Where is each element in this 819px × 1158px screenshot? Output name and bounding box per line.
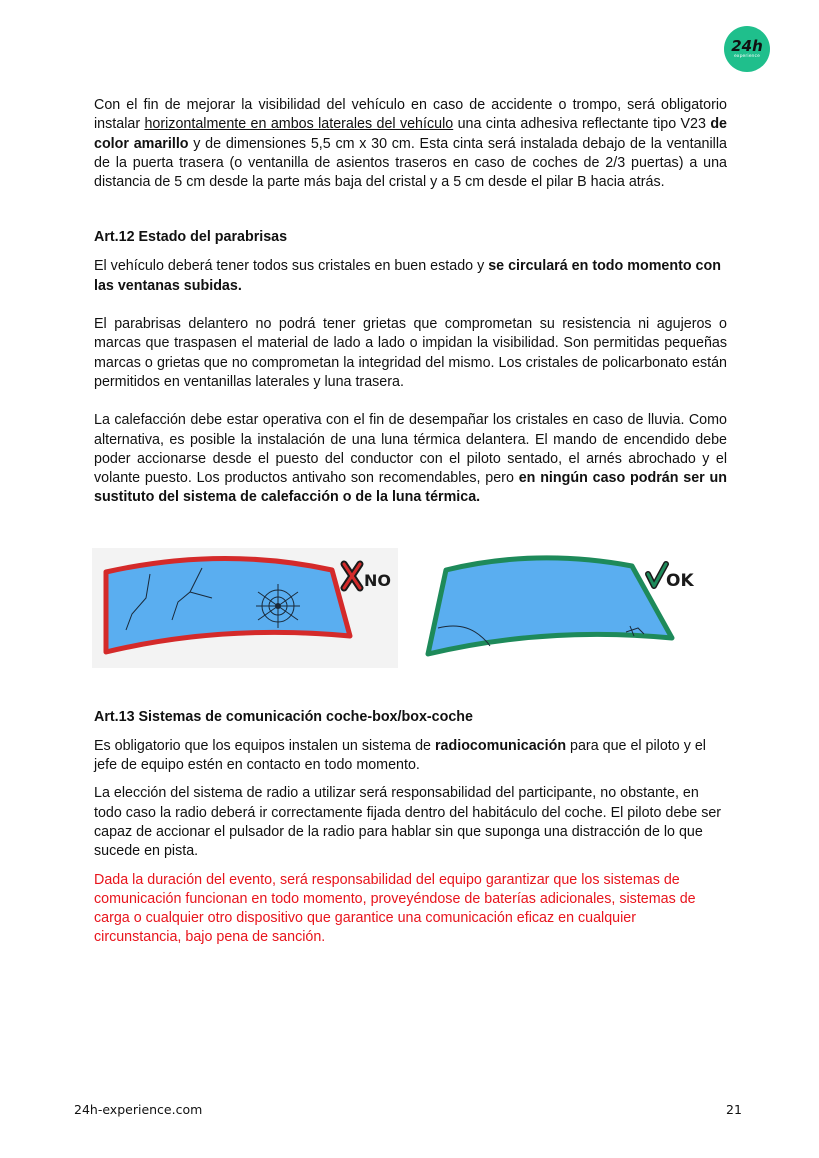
page-content (94, 96, 727, 948)
art13-paragraph-3: Dada la duración del evento, será responsabilidad del equipo garantizar que los sistemas de comunicación funcionan en todo momento, proveyéndose de baterías adicionales, sistemas de carga o cualquier otro dispositivo que garantice una comunicación eficaz en cualquier circunstancia, bajo pena de sanción. (94, 871, 696, 946)
art12-heading: Art.12 Estado del parabrisas (94, 229, 288, 246)
page-number: 21 (726, 1102, 742, 1117)
text-span: para que el piloto y el jefe de equipo estén en contacto en todo momento. (94, 737, 706, 774)
bold-text: de color amarillo (94, 116, 728, 152)
reflective-tape-paragraph (94, 96, 727, 192)
art13-paragraph-1 (94, 737, 727, 776)
art13-paragraph-2: La elección del sistema de radio a utilizar será responsabilidad del participante, no obstante, en todo caso la radio deberá ir correctamente fijada dentro del habitáculo del coche. El piloto debe ser capaz de accionar el pulsador de la radio para hablar sin que suponga una distracción de lo que sucede en pista. (94, 785, 722, 860)
art12-paragraph-1 (94, 257, 727, 296)
art12-paragraph-2: El parabrisas delantero no podrá tener grietas que comprometan su resistencia ni agujeros o marcas que traspasen el material de lado a lado o impidan la visibilidad. Son permitidas pequeñas marcas o grietas que no comprometan la integridad del mismo. Los cristales de policarbonato están permitidos en ventanillas laterales y luna trasera. (94, 316, 727, 390)
bold-text: se circulará en todo momento con las ventanas subidas. (94, 258, 721, 294)
text-span: Es obligatorio que los equipos instalen un sistema de (94, 737, 435, 754)
footer-website: 24h-experience.com (74, 1102, 203, 1117)
good-windshield-image (416, 548, 716, 668)
good-label: OK (666, 570, 694, 591)
bad-label: NO (364, 570, 391, 590)
cracked-windshield-image (92, 548, 398, 668)
bold-text: en ningún caso podrán ser un sustituto del sistema de calefacción o de la luna térmica. (94, 470, 727, 506)
windshield-illustrations (94, 548, 727, 668)
text-span: El vehículo deberá tener todos sus cristales en buen estado y (94, 258, 489, 275)
brand-logo (724, 26, 770, 72)
text-span: La calefacción debe estar operativa con el fin de desempañar los cristales en caso de lluvia. Como alternativa, es posible la instalación de una luna térmica delantera. El mando de encendido debe poder accionarse desde el puesto del conductor con el piloto sentado, el arnés abrochado y el volante puesto. Los productos antivaho son recomendables, pero (94, 412, 727, 487)
text-span: una cinta adhesiva reflectante tipo V23 (453, 116, 711, 133)
bold-text: radiocomunicación (434, 737, 567, 754)
art12-paragraph-3 (94, 411, 727, 507)
logo-subtext: experience (734, 53, 760, 59)
underlined-text: horizontalmente en ambos laterales del vehículo (144, 116, 454, 133)
logo-text: 24h (731, 36, 763, 55)
text-span: y de dimensiones 5,5 cm x 30 cm. Esta cinta será instalada debajo de la ventanilla de la puerta trasera (o ventanilla de asientos traseros en caso de coches de 2/3 puertas) a una distancia de 5 cm desde la parte más baja del cristal y a 5 cm desde el pilar B hacia atrás. (94, 135, 727, 191)
art13-heading: Art.13 Sistemas de comunicación coche-box/box-coche (94, 708, 473, 725)
text-span: Con el fin de mejorar la visibilidad del vehículo en caso de accidente o trompo, será obligatorio instalar (94, 97, 727, 133)
